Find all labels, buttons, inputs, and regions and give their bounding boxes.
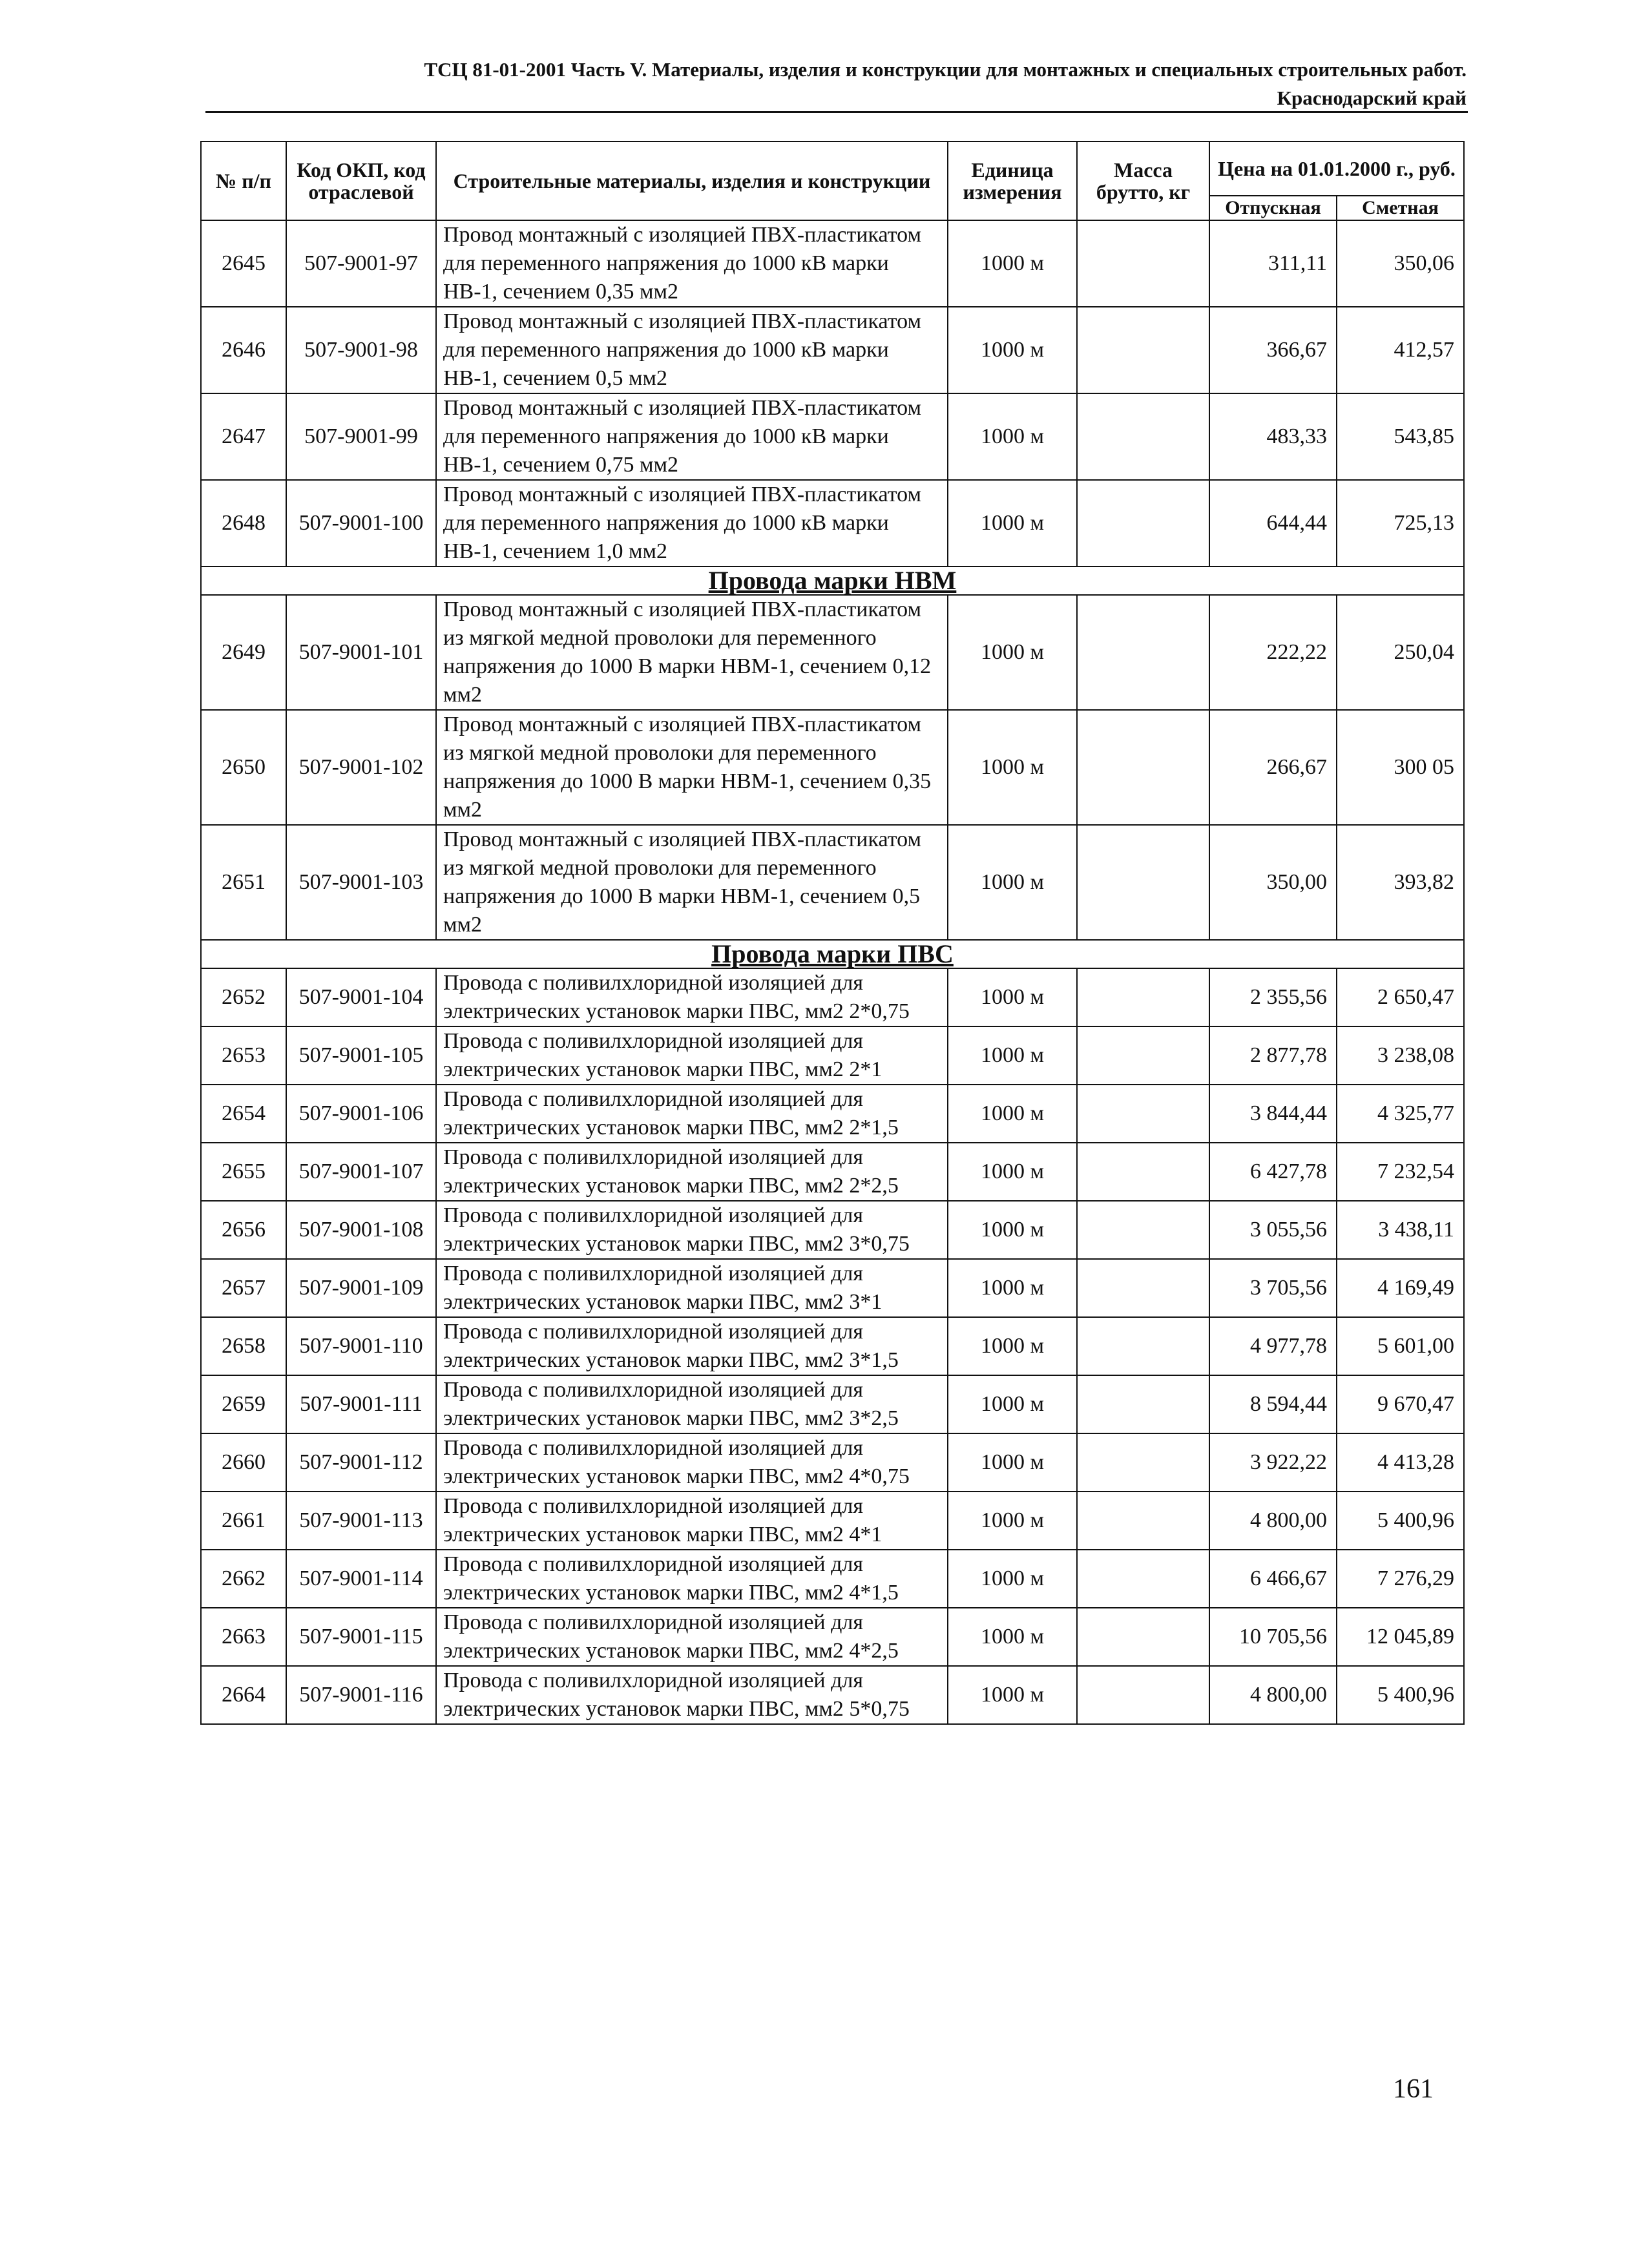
- cell-name: Провод монтажный с изоляцией ПВХ-пластикатом для переменного напряжения до 1000 кВ марки НВ-1, сечением 0,5 мм2: [436, 307, 948, 393]
- cell-mass: [1077, 307, 1209, 393]
- cell-mass: [1077, 1026, 1209, 1085]
- cell-release-price: 366,67: [1209, 307, 1337, 393]
- cell-mass: [1077, 1317, 1209, 1375]
- cell-release-price: 644,44: [1209, 480, 1337, 567]
- cell-unit: 1000 м: [948, 1317, 1077, 1375]
- cell-release-price: 266,67: [1209, 710, 1337, 825]
- cell-release-price: 4 977,78: [1209, 1317, 1337, 1375]
- cell-estimate-price: 12 045,89: [1337, 1608, 1464, 1666]
- cell-code: 507-9001-102: [286, 710, 436, 825]
- cell-release-price: 6 466,67: [1209, 1550, 1337, 1608]
- cell-num: 2651: [201, 825, 286, 940]
- table-row: [201, 480, 1464, 567]
- cell-unit: 1000 м: [948, 1608, 1077, 1666]
- cell-unit: 1000 м: [948, 220, 1077, 307]
- section-header-row: [201, 567, 1464, 595]
- table-row: [201, 1433, 1464, 1492]
- cell-mass: [1077, 480, 1209, 567]
- cell-release-price: 3 705,56: [1209, 1259, 1337, 1317]
- cell-num: 2652: [201, 968, 286, 1026]
- page-number: 161: [1393, 2074, 1434, 2104]
- table-row: [201, 825, 1464, 940]
- cell-estimate-price: 3 438,11: [1337, 1201, 1464, 1259]
- cell-estimate-price: 300 05: [1337, 710, 1464, 825]
- table-row: [201, 968, 1464, 1026]
- cell-code: 507-9001-104: [286, 968, 436, 1026]
- cell-estimate-price: 9 670,47: [1337, 1375, 1464, 1433]
- cell-num: 2663: [201, 1608, 286, 1666]
- cell-estimate-price: 412,57: [1337, 307, 1464, 393]
- cell-num: 2661: [201, 1492, 286, 1550]
- cell-code: 507-9001-115: [286, 1608, 436, 1666]
- cell-estimate-price: 543,85: [1337, 393, 1464, 480]
- cell-release-price: 4 800,00: [1209, 1492, 1337, 1550]
- cell-mass: [1077, 1143, 1209, 1201]
- cell-code: 507-9001-103: [286, 825, 436, 940]
- table-row: [201, 1317, 1464, 1375]
- cell-unit: 1000 м: [948, 393, 1077, 480]
- cell-num: 2662: [201, 1550, 286, 1608]
- cell-num: 2648: [201, 480, 286, 567]
- cell-mass: [1077, 1608, 1209, 1666]
- cell-release-price: 2 877,78: [1209, 1026, 1337, 1085]
- cell-unit: 1000 м: [948, 1201, 1077, 1259]
- cell-unit: 1000 м: [948, 1259, 1077, 1317]
- cell-release-price: 350,00: [1209, 825, 1337, 940]
- cell-name: Провод монтажный с изоляцией ПВХ-пластикатом для переменного напряжения до 1000 кВ марки НВ-1, сечением 0,75 мм2: [436, 393, 948, 480]
- cell-num: 2646: [201, 307, 286, 393]
- cell-num: 2656: [201, 1201, 286, 1259]
- cell-name: Провода с поливилхлоридной изоляцией для электрических установок марки ПВС, мм2 2*1: [436, 1026, 948, 1085]
- table-row: [201, 1143, 1464, 1201]
- table-row: [201, 1085, 1464, 1143]
- cell-estimate-price: 2 650,47: [1337, 968, 1464, 1026]
- cell-unit: 1000 м: [948, 1085, 1077, 1143]
- cell-code: 507-9001-114: [286, 1550, 436, 1608]
- cell-mass: [1077, 1666, 1209, 1724]
- cell-mass: [1077, 1259, 1209, 1317]
- table-row: [201, 1492, 1464, 1550]
- col-header-release-price: Отпускная: [1209, 196, 1337, 220]
- cell-mass: [1077, 968, 1209, 1026]
- cell-estimate-price: 7 232,54: [1337, 1143, 1464, 1201]
- col-header-mass: Масса брутто, кг: [1077, 141, 1209, 220]
- cell-code: 507-9001-101: [286, 595, 436, 710]
- page-header: [194, 56, 1467, 112]
- cell-mass: [1077, 393, 1209, 480]
- cell-unit: 1000 м: [948, 307, 1077, 393]
- cell-estimate-price: 7 276,29: [1337, 1550, 1464, 1608]
- cell-name: Провод монтажный с изоляцией ПВХ-пластикатом для переменного напряжения до 1000 кВ марки НВ-1, сечением 1,0 мм2: [436, 480, 948, 567]
- cell-name: Провода с поливилхлоридной изоляцией для электрических установок марки ПВС, мм2 3*2,5: [436, 1375, 948, 1433]
- cell-name: Провода с поливилхлоридной изоляцией для электрических установок марки ПВС, мм2 4*0,75: [436, 1433, 948, 1492]
- cell-release-price: 222,22: [1209, 595, 1337, 710]
- cell-mass: [1077, 1085, 1209, 1143]
- table-row: [201, 710, 1464, 825]
- table-row: [201, 1550, 1464, 1608]
- cell-estimate-price: 3 238,08: [1337, 1026, 1464, 1085]
- cell-release-price: 3 055,56: [1209, 1201, 1337, 1259]
- cell-unit: 1000 м: [948, 825, 1077, 940]
- cell-estimate-price: 4 413,28: [1337, 1433, 1464, 1492]
- cell-num: 2653: [201, 1026, 286, 1085]
- cell-release-price: 6 427,78: [1209, 1143, 1337, 1201]
- table-body: [201, 220, 1464, 1724]
- price-table: [200, 141, 1465, 1725]
- cell-num: 2649: [201, 595, 286, 710]
- table-row: [201, 307, 1464, 393]
- cell-unit: 1000 м: [948, 1375, 1077, 1433]
- cell-release-price: 4 800,00: [1209, 1666, 1337, 1724]
- cell-mass: [1077, 220, 1209, 307]
- cell-release-price: 10 705,56: [1209, 1608, 1337, 1666]
- cell-mass: [1077, 825, 1209, 940]
- cell-estimate-price: 4 325,77: [1337, 1085, 1464, 1143]
- cell-code: 507-9001-109: [286, 1259, 436, 1317]
- cell-name: Провода с поливилхлоридной изоляцией для электрических установок марки ПВС, мм2 5*0,75: [436, 1666, 948, 1724]
- cell-code: 507-9001-106: [286, 1085, 436, 1143]
- col-header-estimate-price: Сметная: [1337, 196, 1464, 220]
- cell-code: 507-9001-111: [286, 1375, 436, 1433]
- header-region: Краснодарский край: [1277, 87, 1467, 109]
- cell-estimate-price: 5 400,96: [1337, 1666, 1464, 1724]
- cell-unit: 1000 м: [948, 1666, 1077, 1724]
- cell-estimate-price: 393,82: [1337, 825, 1464, 940]
- cell-code: 507-9001-98: [286, 307, 436, 393]
- cell-release-price: 483,33: [1209, 393, 1337, 480]
- cell-name: Провода с поливилхлоридной изоляцией для электрических установок марки ПВС, мм2 4*2,5: [436, 1608, 948, 1666]
- cell-release-price: 2 355,56: [1209, 968, 1337, 1026]
- cell-name: Провод монтажный с изоляцией ПВХ-пластикатом из мягкой медной проволоки для переменного напряжения до 1000 В марки НВМ-1, сечением 0,12 мм2: [436, 595, 948, 710]
- cell-unit: 1000 м: [948, 968, 1077, 1026]
- cell-num: 2654: [201, 1085, 286, 1143]
- section-header-row: [201, 940, 1464, 968]
- cell-code: 507-9001-108: [286, 1201, 436, 1259]
- cell-num: 2660: [201, 1433, 286, 1492]
- table-row: [201, 1026, 1464, 1085]
- cell-unit: 1000 м: [948, 1492, 1077, 1550]
- table-row: [201, 1259, 1464, 1317]
- cell-estimate-price: 4 169,49: [1337, 1259, 1464, 1317]
- cell-name: Провод монтажный с изоляцией ПВХ-пластикатом для переменного напряжения до 1000 кВ марки НВ-1, сечением 0,35 мм2: [436, 220, 948, 307]
- cell-num: 2645: [201, 220, 286, 307]
- cell-name: Провода с поливилхлоридной изоляцией для электрических установок марки ПВС, мм2 2*2,5: [436, 1143, 948, 1201]
- cell-estimate-price: 725,13: [1337, 480, 1464, 567]
- cell-release-price: 3 844,44: [1209, 1085, 1337, 1143]
- table-row: [201, 595, 1464, 710]
- cell-code: 507-9001-113: [286, 1492, 436, 1550]
- cell-release-price: 8 594,44: [1209, 1375, 1337, 1433]
- cell-mass: [1077, 1492, 1209, 1550]
- section-title: Провода марки НВМ: [201, 567, 1464, 595]
- col-header-price-group: Цена на 01.01.2000 г., руб.: [1209, 141, 1464, 196]
- cell-estimate-price: 5 601,00: [1337, 1317, 1464, 1375]
- cell-num: 2650: [201, 710, 286, 825]
- cell-estimate-price: 350,06: [1337, 220, 1464, 307]
- cell-release-price: 3 922,22: [1209, 1433, 1337, 1492]
- col-header-code: Код ОКП, код отраслевой: [286, 141, 436, 220]
- cell-name: Провода с поливилхлоридной изоляцией для электрических установок марки ПВС, мм2 2*0,75: [436, 968, 948, 1026]
- cell-name: Провод монтажный с изоляцией ПВХ-пластикатом из мягкой медной проволоки для переменного напряжения до 1000 В марки НВМ-1, сечением 0,35 мм2: [436, 710, 948, 825]
- cell-unit: 1000 м: [948, 1026, 1077, 1085]
- col-header-unit: Единица измерения: [948, 141, 1077, 220]
- cell-estimate-price: 5 400,96: [1337, 1492, 1464, 1550]
- cell-code: 507-9001-100: [286, 480, 436, 567]
- cell-code: 507-9001-97: [286, 220, 436, 307]
- cell-num: 2657: [201, 1259, 286, 1317]
- table-row: [201, 1666, 1464, 1724]
- col-header-num: № п/п: [201, 141, 286, 220]
- cell-mass: [1077, 1201, 1209, 1259]
- cell-num: 2647: [201, 393, 286, 480]
- cell-mass: [1077, 1433, 1209, 1492]
- cell-mass: [1077, 710, 1209, 825]
- cell-mass: [1077, 595, 1209, 710]
- cell-unit: 1000 м: [948, 480, 1077, 567]
- cell-unit: 1000 м: [948, 1143, 1077, 1201]
- cell-mass: [1077, 1550, 1209, 1608]
- section-title: Провода марки ПВС: [201, 940, 1464, 968]
- cell-name: Провода с поливилхлоридной изоляцией для электрических установок марки ПВС, мм2 4*1,5: [436, 1550, 948, 1608]
- table-row: [201, 1201, 1464, 1259]
- cell-name: Провода с поливилхлоридной изоляцией для электрических установок марки ПВС, мм2 3*1: [436, 1259, 948, 1317]
- cell-name: Провода с поливилхлоридной изоляцией для электрических установок марки ПВС, мм2 3*1,5: [436, 1317, 948, 1375]
- cell-num: 2655: [201, 1143, 286, 1201]
- cell-num: 2658: [201, 1317, 286, 1375]
- table-row: [201, 1608, 1464, 1666]
- cell-num: 2664: [201, 1666, 286, 1724]
- cell-code: 507-9001-99: [286, 393, 436, 480]
- header-title: ТСЦ 81-01-2001 Часть V. Материалы, изделия и конструкции для монтажных и специальных строительных работ.: [424, 58, 1467, 81]
- cell-estimate-price: 250,04: [1337, 595, 1464, 710]
- cell-name: Провод монтажный с изоляцией ПВХ-пластикатом из мягкой медной проволоки для переменного напряжения до 1000 В марки НВМ-1, сечением 0,5 мм2: [436, 825, 948, 940]
- table-row: [201, 220, 1464, 307]
- header-rule: [205, 111, 1468, 113]
- cell-release-price: 311,11: [1209, 220, 1337, 307]
- col-header-name: Строительные материалы, изделия и конструкции: [436, 141, 948, 220]
- cell-num: 2659: [201, 1375, 286, 1433]
- cell-code: 507-9001-105: [286, 1026, 436, 1085]
- cell-unit: 1000 м: [948, 1433, 1077, 1492]
- price-table-container: [200, 141, 1463, 1725]
- cell-code: 507-9001-112: [286, 1433, 436, 1492]
- table-header-row: [201, 141, 1464, 196]
- cell-code: 507-9001-110: [286, 1317, 436, 1375]
- cell-name: Провода с поливилхлоридной изоляцией для электрических установок марки ПВС, мм2 2*1,5: [436, 1085, 948, 1143]
- cell-code: 507-9001-116: [286, 1666, 436, 1724]
- table-row: [201, 393, 1464, 480]
- cell-unit: 1000 м: [948, 1550, 1077, 1608]
- cell-unit: 1000 м: [948, 710, 1077, 825]
- table-row: [201, 1375, 1464, 1433]
- cell-name: Провода с поливилхлоридной изоляцией для электрических установок марки ПВС, мм2 4*1: [436, 1492, 948, 1550]
- cell-name: Провода с поливилхлоридной изоляцией для электрических установок марки ПВС, мм2 3*0,75: [436, 1201, 948, 1259]
- cell-code: 507-9001-107: [286, 1143, 436, 1201]
- cell-unit: 1000 м: [948, 595, 1077, 710]
- cell-mass: [1077, 1375, 1209, 1433]
